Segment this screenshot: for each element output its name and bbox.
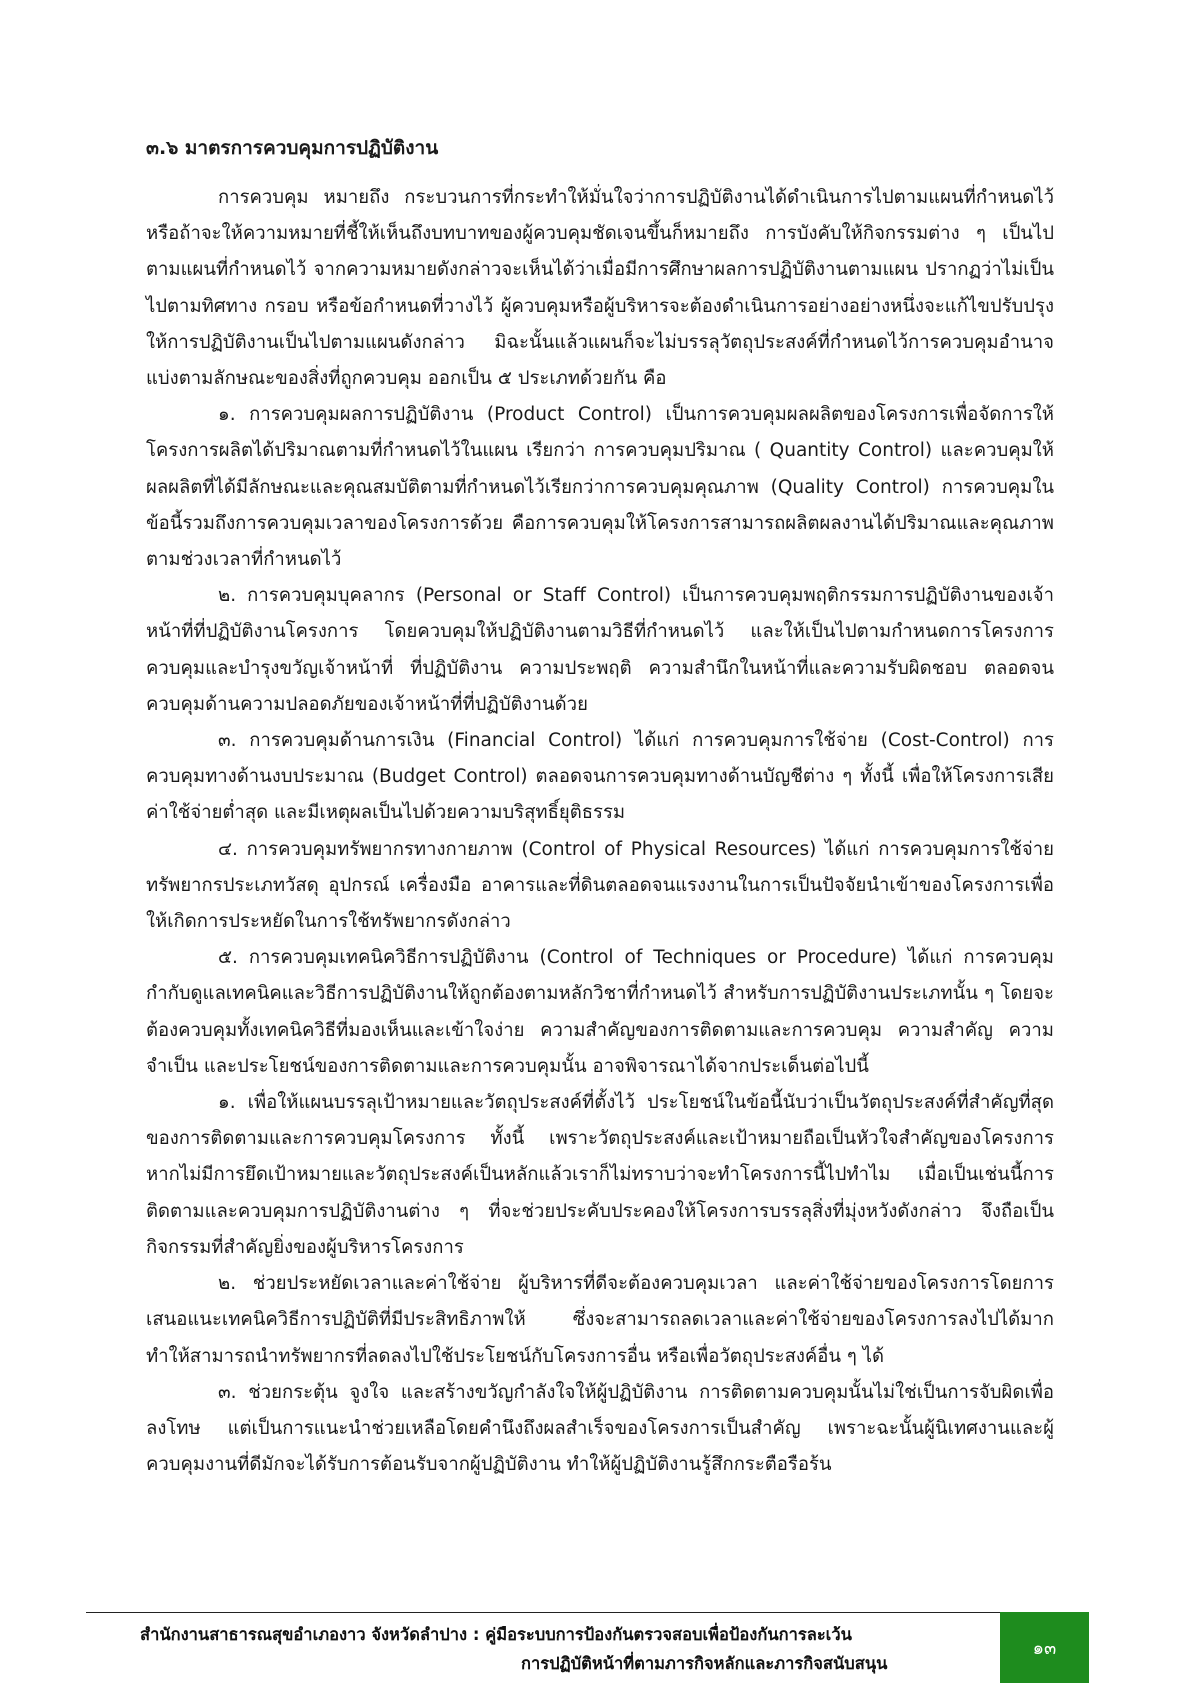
paragraph-staff-control: ๒. การควบคุมบุคลากร (Personal or Staff Control) เป็นการควบคุมพฤติกรรมการปฏิบัติงานของเจ้าหน้าที่ที่ปฏิบัติงานโครงการ โดยควบคุมให้ปฏิบัติงานตามวิธีที่กำหนดไว้ และให้เป็นไปตามกำหนดการโครงการ ควบคุมและบำรุงขวัญเจ้าหน้าที่ ที่ปฏิบัติงาน ความประพฤติ ความสำนึกในหน้าที่และความรับผิดชอบ ตลอดจนควบคุมด้านความปลอดภัยของเจ้าหน้าที่ที่ปฏิบัติงานด้วย (146, 585, 1054, 715)
paragraph-save-time-cost: ๒. ช่วยประหยัดเวลาและค่าใช้จ่าย ผู้บริหารที่ดีจะต้องควบคุมเวลา และค่าใช้จ่ายของโครงการโดยการเสนอแนะเทคนิควิธีการปฏิบัติที่มีประสิทธิภาพให้ ซึ่งจะสามารถลดเวลาและค่าใช้จ่ายของโครงการลงไปได้มาก ทำให้สามารถนำทรัพยากรที่ลดลงไปใช้ประโยชน์กับโครงการอื่น หรือเพื่อวัตถุประสงค์อื่น ๆ ได้ (146, 1273, 1054, 1367)
paragraph-goal-achievement: ๑. เพื่อให้แผนบรรลุเป้าหมายและวัตถุประสงค์ที่ตั้งไว้ ประโยชน์ในข้อนี้นับว่าเป็นวัตถุประสงค์ที่สำคัญที่สุดของการติดตามและการควบคุมโครงการ ทั้งนี้ เพราะวัตถุประสงค์และเป้าหมายถือเป็นหัวใจสำคัญของโครงการ หากไม่มีการยึดเป้าหมายและวัตถุประสงค์เป็นหลักแล้วเราก็ไม่ทราบว่าจะทำโครงการนี้ไปทำไม เมื่อเป็นเช่นนี้การติดตามและควบคุมการปฏิบัติงานต่าง ๆ ที่จะช่วยประคับประคองให้โครงการบรรลุสิ่งที่มุ่งหวังดังกล่าว จึงถือเป็นกิจกรรมที่สำคัญยิ่งของผู้บริหารโครงการ (146, 1092, 1054, 1258)
paragraph-product-control: ๑. การควบคุมผลการปฏิบัติงาน (Product Control) เป็นการควบคุมผลผลิตของโครงการเพื่อจัดการให้โครงการผลิตได้ปริมาณตามที่กำหนดไว้ในแผน เรียกว่า การควบคุมปริมาณ ( Quantity Control) และควบคุมให้ผลผลิตที่ได้มีลักษณะและคุณสมบัติตามที่กำหนดไว้เรียกว่าการควบคุมคุณภาพ (Quality Control) การควบคุมในข้อนี้รวมถึงการควบคุมเวลาของโครงการด้วย คือการควบคุมให้โครงการสามารถผลิตผลงานได้ปริมาณและคุณภาพตามช่วงเวลาที่กำหนดไว้ (146, 404, 1054, 571)
page-number-badge (1000, 1612, 1089, 1683)
paragraph-intro: การควบคุม หมายถึง กระบวนการที่กระทำให้มั่นใจว่าการปฏิบัติงานได้ดำเนินการไปตามแผนที่กำหนดไว้ หรือถ้าจะให้ความหมายที่ชี้ให้เห็นถึงบทบาทของผู้ควบคุมชัดเจนขึ้นก็หมายถึง การบังคับให้กิจกรรมต่าง ๆ เป็นไปตามแผนที่กำหนดไว้ จากความหมายดังกล่าวจะเห็นได้ว่าเมื่อมีการศึกษาผลการปฏิบัติงานตามแผน ปรากฏว่าไม่เป็นไปตามทิศทาง กรอบ หรือข้อกำหนดที่วางไว้ ผู้ควบคุมหรือผู้บริหารจะต้องดำเนินการอย่างอย่างหนึ่งจะแก้ไขปรับปรุงให้การปฏิบัติงานเป็นไปตามแผนดังกล่าว มิฉะนั้นแล้วแผนก็จะไม่บรรลุวัตถุประสงค์ที่กำหนดไว้การควบคุมอำนาจแบ่งตามลักษณะของสิ่งที่ถูกควบคุม ออกเป็น ๕ ประเภทด้วยกัน คือ (146, 187, 1054, 390)
paragraph-techniques-control: ๕. การควบคุมเทคนิควิธีการปฏิบัติงาน (Control of Techniques or Procedure) ได้แก่ การควบคุมกำกับดูแลเทคนิคและวิธีการปฏิบัติงานให้ถูกต้องตามหลักวิชาที่กำหนดไว้ สำหรับการปฏิบัติงานประเภทนั้น ๆ โดยจะต้องควบคุมทั้งเทคนิควิธีที่มองเห็นและเข้าใจง่าย ความสำคัญของการติดตามและการควบคุม ความสำคัญ ความจำเป็น และประโยชน์ของการติดตามและการควบคุมนั้น อาจพิจารณาได้จากประเด็นต่อไปนี้ (146, 947, 1054, 1077)
page-body (146, 130, 1054, 1483)
footer-line-1: สำนักงานสาธารณสุขอำเภองาว จังหวัดลำปาง : คู่มือระบบการป้องกันตรวจสอบเพื่อป้องกันการละเว้น (140, 1625, 852, 1644)
paragraph-motivation: ๓. ช่วยกระตุ้น จูงใจ และสร้างขวัญกำลังใจให้ผู้ปฏิบัติงาน การติดตามควบคุมนั้นไม่ใช่เป็นการจับผิดเพื่อลงโทษ แต่เป็นการแนะนำช่วยเหลือโดยคำนึงถึงผลสำเร็จของโครงการเป็นสำคัญ เพราะฉะนั้นผู้นิเทศงานและผู้ควบคุมงานที่ดีมักจะได้รับการต้อนรับจากผู้ปฏิบัติงาน ทำให้ผู้ปฏิบัติงานรู้สึกกระตือรือร้น (146, 1381, 1054, 1476)
paragraph-physical-resources: ๔. การควบคุมทรัพยากรทางกายภาพ (Control of Physical Resources) ได้แก่ การควบคุมการใช้จ่ายทรัพยากรประเภทวัสดุ อุปกรณ์ เครื่องมือ อาคารและที่ดินตลอดจนแรงงานในการเป็นปัจจัยนำเข้าของโครงการเพื่อให้เกิดการประหยัดในการใช้ทรัพยากรดังกล่าว (146, 838, 1054, 933)
paragraph-financial-control: ๓. การควบคุมด้านการเงิน (Financial Control) ได้แก่ การควบคุมการใช้จ่าย (Cost-Control) การควบคุมทางด้านงบประมาณ (Budget Control) ตลอดจนการควบคุมทางด้านบัญชีต่าง ๆ ทั้งนี้ เพื่อให้โครงการเสียค่าใช้จ่ายต่ำสุด และมีเหตุผลเป็นไปด้วยความบริสุทธิ์ยุติธรรม (146, 730, 1054, 824)
page-number: ๑๓ (1032, 1638, 1057, 1659)
footer-divider (86, 1612, 1089, 1613)
footer-line-2: การปฏิบัติหน้าที่ตามภารกิจหลักและภารกิจสนับสนุน (521, 1654, 888, 1673)
footer-caption (140, 1620, 940, 1678)
section-heading: ๓.๖ มาตรการควบคุมการปฏิบัติงาน (146, 137, 439, 159)
